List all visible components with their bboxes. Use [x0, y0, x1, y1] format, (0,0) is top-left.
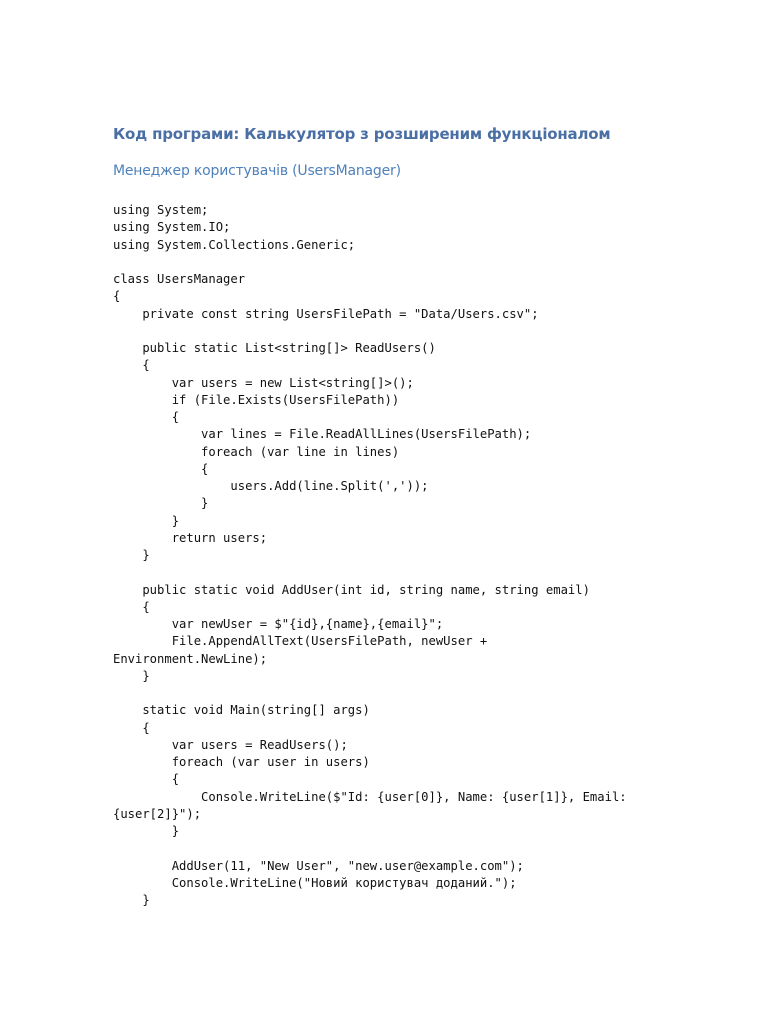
code-line: if (File.Exists(UsersFilePath))	[113, 392, 400, 407]
code-line: using System.IO;	[113, 220, 231, 235]
code-line: foreach (var user in users)	[113, 755, 370, 769]
code-line: {	[113, 289, 121, 304]
code-line: }	[113, 548, 150, 562]
code-line: }	[113, 513, 180, 528]
code-line: static void Main(string[] args)	[113, 703, 370, 718]
code-line: using System;	[113, 203, 209, 217]
code-line: {	[113, 410, 180, 424]
code-line	[113, 840, 627, 857]
code-line: using System.Collections.Generic;	[113, 237, 356, 252]
code-line: public static List<string[]> ReadUsers()	[113, 341, 436, 355]
code-line	[113, 564, 627, 581]
code-line: private const string UsersFilePath = "Data/Users.csv";	[113, 306, 539, 321]
code-line: File.AppendAllText(UsersFilePath, newUser +	[113, 634, 488, 649]
code-line: {user[2]}");	[113, 806, 202, 821]
code-block	[113, 202, 627, 909]
code-line: var users = new List<string[]>();	[113, 375, 414, 390]
code-line: {	[113, 358, 150, 373]
code-line: {	[113, 720, 150, 735]
code-line: AddUser(11, "New User", "new.user@example.com");	[113, 858, 524, 873]
code-line: }	[113, 893, 150, 907]
code-line: var newUser = $"{id},{name},{email}";	[113, 617, 444, 631]
code-line: var users = ReadUsers();	[113, 737, 348, 752]
code-line	[113, 685, 627, 702]
code-line: return users;	[113, 530, 268, 545]
code-line: class UsersManager	[113, 272, 246, 286]
code-line: }	[113, 668, 150, 683]
code-line: {	[113, 461, 209, 476]
code-line: {	[113, 772, 180, 787]
code-line: Console.WriteLine("Новий користувач доданий.");	[113, 875, 517, 890]
code-line	[113, 323, 627, 340]
code-line	[113, 254, 627, 271]
section-heading: Менеджер користувачів (UsersManager)	[113, 163, 401, 179]
document-title: Код програми: Калькулятор з розширеним функціоналом	[113, 125, 611, 143]
code-line: Console.WriteLine($"Id: {user[0]}, Name: {user[1]}, Email:	[113, 789, 627, 804]
code-line: Environment.NewLine);	[113, 651, 268, 666]
code-line: {	[113, 599, 150, 614]
code-line: }	[113, 824, 180, 838]
code-line: }	[113, 496, 209, 511]
code-line: var lines = File.ReadAllLines(UsersFilePath);	[113, 427, 532, 442]
code-line: users.Add(line.Split(','));	[113, 479, 429, 493]
code-line: public static void AddUser(int id, string name, string email)	[113, 582, 590, 597]
code-line: foreach (var line in lines)	[113, 444, 400, 459]
